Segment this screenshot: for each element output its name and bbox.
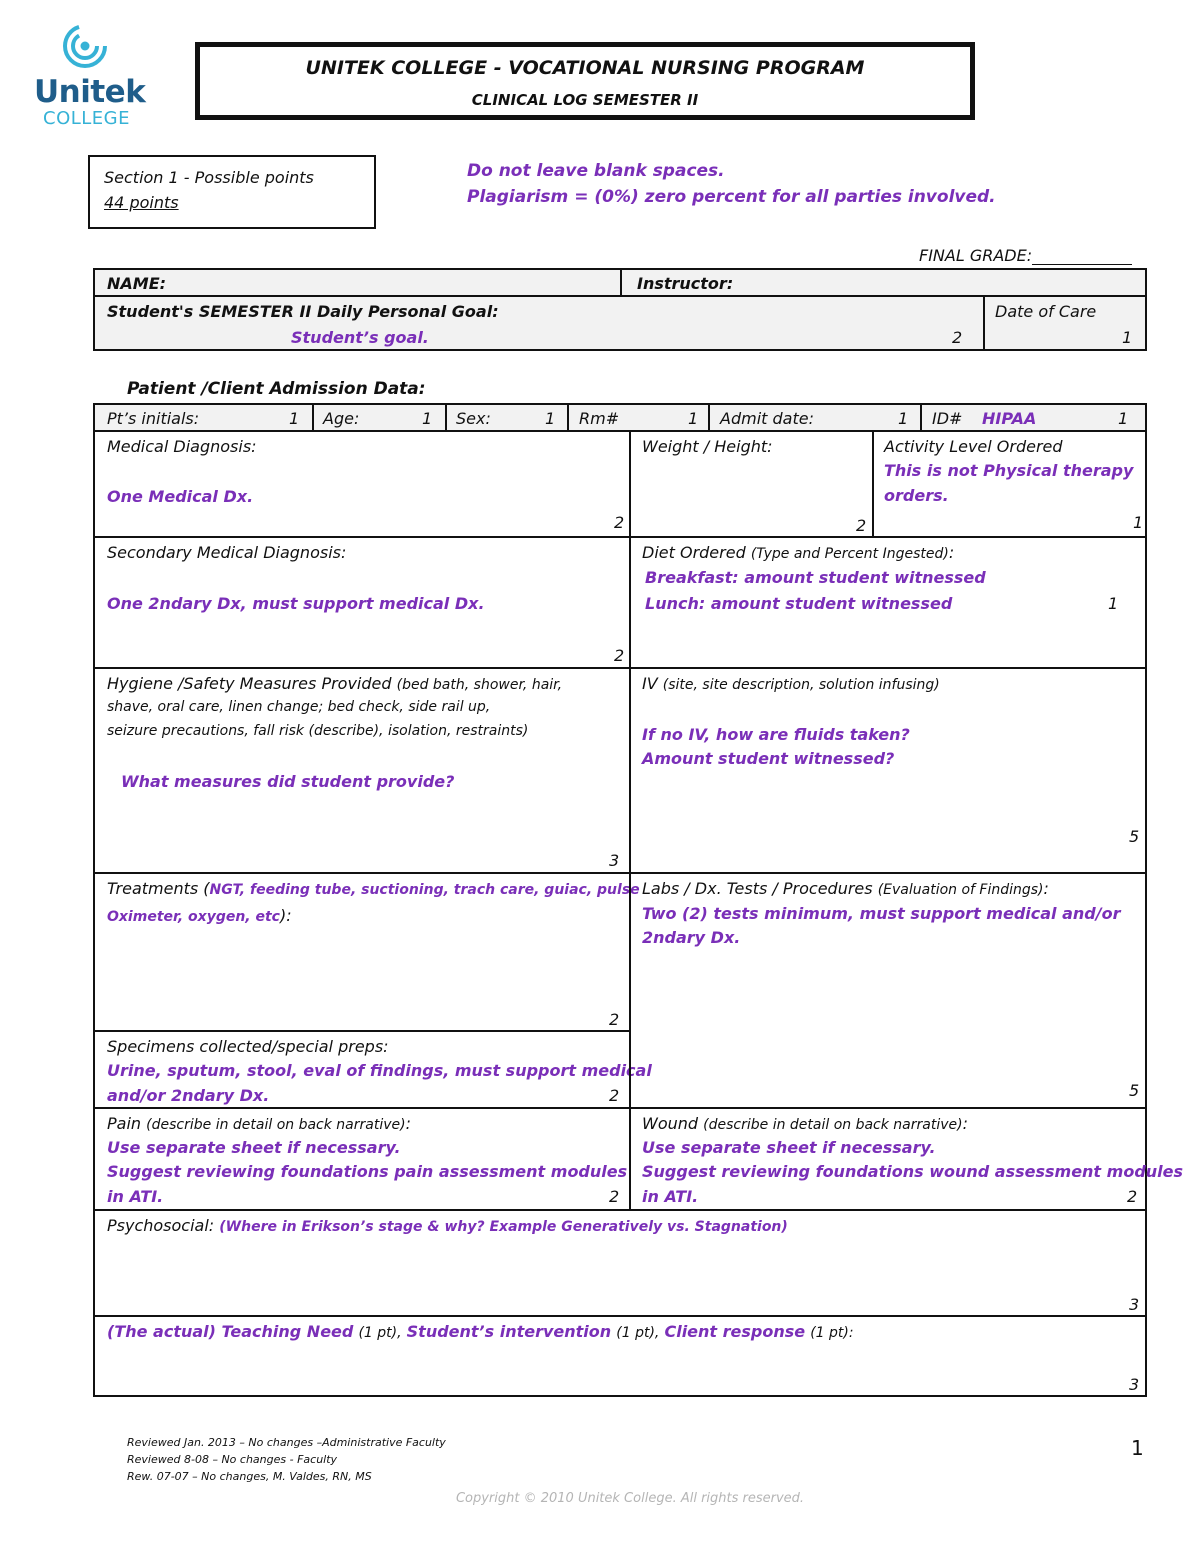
final-grade bbox=[919, 246, 1132, 265]
diet-ordered-label: Diet Ordered bbox=[642, 543, 746, 562]
room-label: Rm# bbox=[579, 409, 620, 428]
specimens-cell[interactable] bbox=[93, 1030, 652, 1109]
specimens-hint-2: and/or 2ndary Dx. bbox=[107, 1086, 270, 1105]
activity-level-cell[interactable] bbox=[872, 430, 1147, 538]
specimens-points: 2 bbox=[609, 1086, 620, 1105]
client-response-pts: (1 pt): bbox=[810, 1325, 854, 1341]
labs-hint-1: Two (2) tests minimum, must support medical and/or bbox=[642, 904, 1121, 923]
hygiene-small-1: (bed bath, shower, hair, bbox=[396, 677, 563, 693]
revision-note: Reviewed Jan. 2013 – No changes –Administrative Faculty bbox=[127, 1436, 446, 1449]
activity-level-label: Activity Level Ordered bbox=[884, 437, 1063, 456]
title-box bbox=[195, 42, 975, 120]
labs-points: 5 bbox=[1129, 1081, 1140, 1100]
revision-note: Rew. 07-07 – No changes, M. Valdes, RN, MS bbox=[127, 1470, 372, 1483]
specimens-label: Specimens collected/special preps: bbox=[107, 1037, 389, 1056]
iv-hint-2: Amount student witnessed? bbox=[642, 749, 895, 768]
warning-plagiarism: Plagiarism = (0%) zero percent for all parties involved. bbox=[467, 187, 996, 207]
psychosocial-heading bbox=[107, 1216, 788, 1235]
teaching-need-cell[interactable] bbox=[93, 1315, 1147, 1397]
pain-small: (describe in detail on back narrative) bbox=[146, 1117, 406, 1133]
pt-initials-cell[interactable] bbox=[93, 403, 314, 432]
teaching-points: 3 bbox=[1129, 1375, 1140, 1394]
wound-small: (describe in detail on back narrative) bbox=[703, 1117, 963, 1133]
instructor-cell[interactable] bbox=[620, 268, 1147, 297]
secondary-diagnosis-cell[interactable] bbox=[93, 536, 631, 669]
points-section-label: Section 1 - Possible points bbox=[104, 168, 314, 187]
room-cell[interactable] bbox=[567, 403, 710, 432]
student-intervention-label: Student’s intervention bbox=[406, 1322, 612, 1341]
pain-label: Pain bbox=[107, 1114, 142, 1133]
id-cell[interactable] bbox=[920, 403, 1147, 432]
labs-label: Labs / Dx. Tests / Procedures bbox=[642, 879, 873, 898]
secondary-diagnosis-hint: One 2ndary Dx, must support medical Dx. bbox=[107, 594, 485, 613]
id-hipaa: HIPAA bbox=[982, 409, 1037, 428]
wound-cell[interactable] bbox=[629, 1107, 1184, 1211]
diet-hint-breakfast: Breakfast: amount student witnessed bbox=[645, 568, 986, 587]
labs-small: (Evaluation of Findings) bbox=[877, 882, 1044, 898]
treatments-hint-2: Oximeter, oxygen, etc bbox=[107, 909, 280, 925]
labs-heading bbox=[642, 879, 1049, 898]
labs-tests-cell[interactable] bbox=[629, 872, 1147, 1109]
iv-small: (site, site description, solution infusing) bbox=[662, 677, 940, 693]
hygiene-label: Hygiene /Safety Measures Provided bbox=[107, 674, 392, 693]
logo-word: Unitek bbox=[34, 74, 146, 110]
treatments-heading-2 bbox=[107, 906, 292, 925]
iv-points: 5 bbox=[1129, 827, 1140, 846]
treatments-label: Treatments ( bbox=[107, 879, 210, 898]
pain-points: 2 bbox=[609, 1187, 620, 1206]
hygiene-small-2: shave, oral care, linen change; bed check, side rail up, bbox=[107, 699, 491, 715]
hygiene-small-3: seizure precautions, fall risk (describe), isolation, restraints) bbox=[107, 723, 529, 739]
teaching-heading bbox=[107, 1322, 854, 1341]
secondary-diagnosis-points: 2 bbox=[614, 646, 625, 665]
teaching-need-label: (The actual) Teaching Need bbox=[107, 1322, 354, 1341]
wound-hint-1: Use separate sheet if necessary. bbox=[642, 1138, 936, 1157]
treatments-heading bbox=[107, 879, 640, 898]
iv-heading bbox=[642, 674, 940, 693]
date-of-care-points: 1 bbox=[1122, 328, 1133, 347]
medical-diagnosis-cell[interactable] bbox=[93, 430, 631, 538]
pt-initials-label: Pt’s initials: bbox=[107, 409, 200, 428]
diet-ordered-colon: : bbox=[948, 543, 955, 562]
sex-cell[interactable] bbox=[445, 403, 569, 432]
pain-colon: : bbox=[405, 1114, 411, 1133]
sex-label: Sex: bbox=[456, 409, 491, 428]
psychosocial-points: 3 bbox=[1129, 1295, 1140, 1314]
wound-label: Wound bbox=[642, 1114, 699, 1133]
possible-points-box bbox=[88, 155, 376, 229]
personal-goal-hint: Student’s goal. bbox=[291, 328, 429, 347]
student-intervention-pts: (1 pt), bbox=[616, 1325, 660, 1341]
activity-level-hint-2: orders. bbox=[884, 486, 949, 505]
admit-date-points: 1 bbox=[898, 409, 909, 428]
hygiene-hint: What measures did student provide? bbox=[121, 772, 455, 791]
sex-points: 1 bbox=[545, 409, 556, 428]
wound-hint-2: Suggest reviewing foundations wound assessment modules bbox=[642, 1162, 1184, 1181]
unitek-logo bbox=[34, 22, 144, 130]
treatments-points: 2 bbox=[609, 1010, 620, 1029]
name-cell[interactable] bbox=[93, 268, 622, 297]
personal-goal-cell[interactable] bbox=[93, 295, 985, 351]
pain-heading bbox=[107, 1114, 411, 1133]
age-label: Age: bbox=[323, 409, 360, 428]
wound-colon: : bbox=[962, 1114, 968, 1133]
pt-initials-points: 1 bbox=[289, 409, 300, 428]
treatments-hint-1: NGT, feeding tube, suctioning, trach care, guiac, pulse bbox=[209, 882, 640, 898]
page-number: 1 bbox=[1131, 1436, 1144, 1460]
room-points: 1 bbox=[688, 409, 699, 428]
medical-diagnosis-hint: One Medical Dx. bbox=[107, 487, 254, 506]
instructor-label: Instructor: bbox=[637, 274, 734, 293]
document-subtitle: CLINICAL LOG SEMESTER II bbox=[471, 91, 699, 109]
labs-hint-2: 2ndary Dx. bbox=[642, 928, 741, 947]
hygiene-safety-cell[interactable] bbox=[93, 667, 631, 874]
name-label: NAME: bbox=[107, 274, 167, 293]
psychosocial-hint: (Where in Erikson’s stage & why? Example Generatively vs. Stagnation) bbox=[219, 1219, 788, 1235]
specimens-hint-1: Urine, sputum, stool, eval of findings, must support medical bbox=[107, 1061, 652, 1080]
activity-level-points: 1 bbox=[1133, 513, 1144, 532]
teaching-need-pts: (1 pt), bbox=[358, 1325, 402, 1341]
wound-hint-3: in ATI. bbox=[642, 1187, 699, 1206]
psychosocial-label: Psychosocial: bbox=[107, 1216, 215, 1235]
age-points: 1 bbox=[422, 409, 433, 428]
admit-date-cell[interactable] bbox=[708, 403, 922, 432]
document-title: UNITEK COLLEGE - VOCATIONAL NURSING PROGRAM bbox=[305, 57, 865, 79]
medical-diagnosis-label: Medical Diagnosis: bbox=[107, 437, 257, 456]
revision-notes bbox=[127, 1434, 446, 1485]
secondary-diagnosis-label: Secondary Medical Diagnosis: bbox=[107, 543, 347, 562]
final-grade-line[interactable] bbox=[1032, 248, 1132, 265]
medical-diagnosis-points: 2 bbox=[614, 513, 625, 532]
copyright: Copyright © 2010 Unitek College. All rights reserved. bbox=[455, 1491, 805, 1506]
patient-admission-heading: Patient /Client Admission Data: bbox=[127, 379, 426, 399]
warning-blank-spaces: Do not leave blank spaces. bbox=[467, 161, 725, 181]
treatments-close: ): bbox=[279, 906, 292, 925]
diet-ordered-heading bbox=[642, 543, 954, 562]
wound-points: 2 bbox=[1127, 1187, 1138, 1206]
iv-label: IV bbox=[642, 674, 658, 693]
iv-hint-1: If no IV, how are fluids taken? bbox=[642, 725, 910, 744]
labs-colon: : bbox=[1043, 879, 1049, 898]
hygiene-points: 3 bbox=[609, 851, 620, 870]
logo-college: COLLEGE bbox=[43, 108, 130, 129]
date-of-care-label: Date of Care bbox=[995, 302, 1097, 321]
date-of-care-cell[interactable] bbox=[983, 295, 1147, 351]
pain-hint-2: Suggest reviewing foundations pain assessment modules bbox=[107, 1162, 628, 1181]
personal-goal-label: Student's SEMESTER II Daily Personal Goal: bbox=[107, 302, 499, 321]
revision-note: Reviewed 8-08 – No changes - Faculty bbox=[127, 1453, 338, 1466]
points-total: 44 points bbox=[104, 193, 179, 212]
personal-goal-points: 2 bbox=[952, 328, 963, 347]
hygiene-heading bbox=[107, 674, 562, 693]
pain-hint-1: Use separate sheet if necessary. bbox=[107, 1138, 401, 1157]
treatments-cell[interactable] bbox=[93, 872, 640, 1032]
id-label: ID# bbox=[932, 409, 963, 428]
id-points: 1 bbox=[1118, 409, 1129, 428]
pain-cell[interactable] bbox=[93, 1107, 631, 1211]
final-grade-label: FINAL GRADE: bbox=[919, 246, 1033, 265]
diet-hint-lunch: Lunch: amount student witnessed bbox=[645, 594, 953, 613]
client-response-label: Client response bbox=[664, 1322, 806, 1341]
weight-height-cell[interactable] bbox=[629, 430, 874, 538]
psychosocial-cell[interactable] bbox=[93, 1209, 1147, 1317]
age-cell[interactable] bbox=[312, 403, 447, 432]
wound-heading bbox=[642, 1114, 968, 1133]
admit-date-label: Admit date: bbox=[720, 409, 814, 428]
iv-cell[interactable] bbox=[629, 667, 1147, 874]
diet-ordered-cell[interactable] bbox=[629, 536, 1147, 669]
activity-level-hint-1: This is not Physical therapy bbox=[884, 461, 1134, 480]
diet-points: 1 bbox=[1108, 594, 1119, 613]
weight-height-label: Weight / Height: bbox=[642, 437, 773, 456]
weight-height-points: 2 bbox=[856, 516, 867, 535]
pain-hint-3: in ATI. bbox=[107, 1187, 164, 1206]
diet-ordered-small: (Type and Percent Ingested) bbox=[750, 546, 949, 562]
logo-swirl-icon bbox=[58, 22, 118, 72]
